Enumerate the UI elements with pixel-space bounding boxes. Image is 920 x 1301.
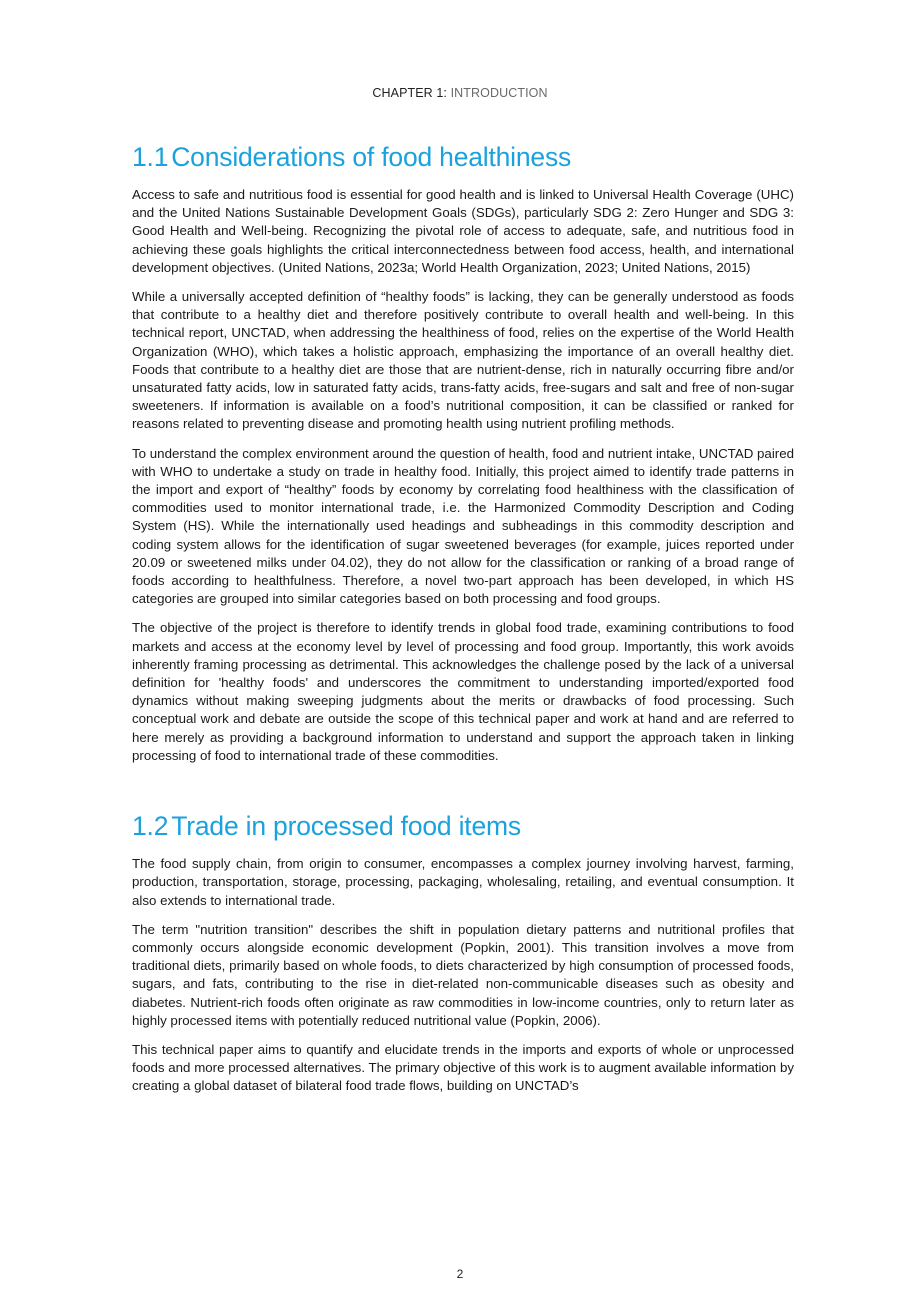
section-heading-1-1 (132, 140, 794, 174)
page-content (132, 140, 794, 1107)
section-title: Trade in processed food items (171, 811, 521, 842)
section-number: 1.2 (132, 811, 169, 842)
paragraph: To understand the complex environment around the question of health, food and nutrient intake, UNCTAD paired with WHO to undertake a study on trade in healthy food. Initially, this project aimed to identify trade patterns in the import and export of “healthy” foods by economy by correlating food healthiness with the classification of commodities used to monitor international trade, i.e. the Harmonized Commodity Description and Coding System (HS). While the internationally used headings and subheadings in this commodity description and coding system allows for the identification of sugar sweetened beverages (for example, juices reported under 20.09 or sweetened milks under 04.02), they do not allow for the classification or ranking of a broad range of foods according to healthfulness. Therefore, a novel two-part approach has been developed, in which HS categories are grouped into similar categories based on both processing and food groups. (132, 445, 794, 607)
running-header (0, 86, 920, 100)
paragraph: The term "nutrition transition" describes the shift in population dietary patterns and nutritional profiles that commonly occurs alongside economic development (Popkin, 2001). This transition involves a move from traditional diets, primarily based on whole foods, to diets characterized by high consumption of processed foods, sugars, and fats, contributing to the rise in diet-related non-communicable diseases such as obesity and diabetes. Nutrient-rich foods often originate as raw commodities in low-income countries, only to return later as highly processed items with potentially reduced nutritional value (Popkin, 2006). (132, 921, 794, 1028)
section-title: Considerations of food healthiness (171, 142, 572, 172)
chapter-label: CHAPTER 1: (372, 86, 448, 100)
paragraph: Access to safe and nutritious food is essential for good health and is linked to Universal Health Coverage (UHC) and the United Nations Sustainable Development Goals (SDGs), particularly SDG 2: Zero Hunger and SDG 3: Good Health and Well-being. Recognizing the pivotal role of access to adequate, safe, and nutritious food in achieving these goals highlights the critical interconnectedness between food access, health, and international development objectives. (United Nations, 2023a; World Health Organization, 2023; United Nations, 2015) (132, 187, 794, 275)
page-number: 2 (456, 1267, 464, 1281)
paragraph: While a universally accepted definition of “healthy foods” is lacking, they can be generally understood as foods that contribute to a healthy diet and therefore positively contribute to overall health and well-being. In this technical report, UNCTAD, when addressing the healthiness of food, relies on the expertise of the World Health Organization (WHO), which takes a holistic approach, emphasizing the importance of an overall healthy diet. Foods that contribute to a healthy diet are those that are nutrient-dense, rich in naturally occurring fibre and/or unsaturated fatty acids, low in saturated fatty acids, trans-fatty acids, free-sugars and salt and free of non-sugar sweeteners. If information is available on a food’s nutritional composition, it can be classified or ranked for reasons related to preventing disease and promoting health using nutrient profiling methods. (132, 289, 794, 432)
paragraph: The food supply chain, from origin to consumer, encompasses a complex journey involving harvest, farming, production, transportation, storage, processing, packaging, wholesaling, retailing, and eventual consumption. It also extends to international trade. (132, 856, 794, 908)
paragraph: The objective of the project is therefore to identify trends in global food trade, examining contributions to food markets and access at the economy level by level of processing and food group. Importantly, this work avoids inherently framing processing as detrimental. This acknowledges the challenge posed by the lack of a universal definition for 'healthy foods' and underscores the commitment to understanding imported/exported food dynamics without making sweeping judgments about the merits or drawbacks of food processing. Such conceptual work and debate are outside the scope of this technical paper and work at hand and are referred to here merely as providing a background information to understand and support the approach taken in linking processing of food to international trade of these commodities. (132, 620, 794, 763)
section-number: 1.1 (132, 142, 169, 172)
section-heading-1-2 (132, 809, 794, 843)
chapter-title: INTRODUCTION (450, 86, 548, 100)
paragraph: This technical paper aims to quantify and elucidate trends in the imports and exports of whole or unprocessed foods and more processed alternatives. The primary objective of this work is to augment available information by creating a global dataset of bilateral food trade flows, building on UNCTAD’s (132, 1041, 794, 1094)
